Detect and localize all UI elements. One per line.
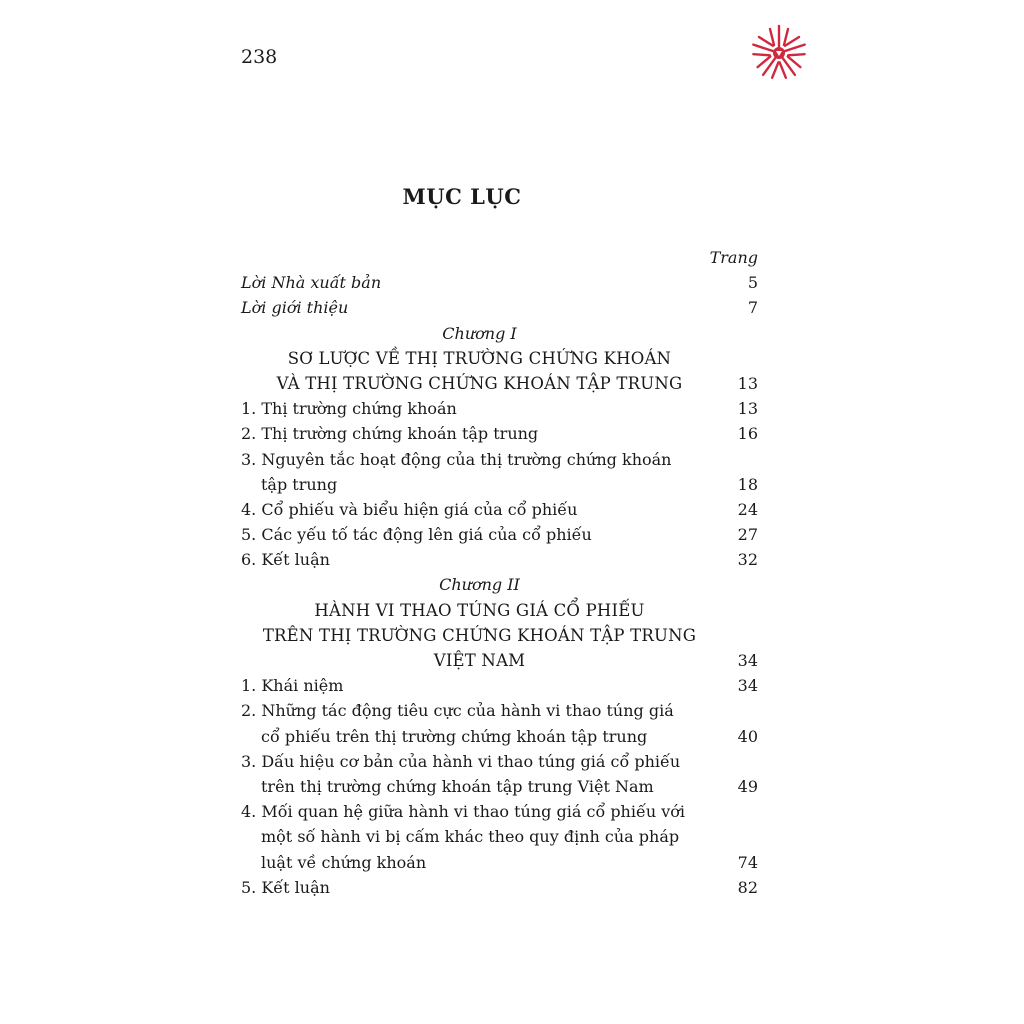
toc-entry	[241, 522, 758, 547]
toc-entry	[241, 421, 758, 446]
toc-entry-page: 34	[737, 676, 758, 696]
chapter-heading-line: VÀ THỊ TRƯỜNG CHỨNG KHOÁN TẬP TRUNG	[276, 373, 683, 393]
toc-entry-label: 3. Nguyên tắc hoạt động của thị trường chứng khoán	[241, 449, 672, 469]
page-title: MỤC LỤC	[402, 184, 522, 209]
chapter-heading-line: VIỆT NAM	[433, 651, 526, 670]
page-number: 238	[241, 46, 278, 68]
toc-entry-label: tập trung	[261, 474, 338, 494]
toc-entry	[241, 396, 758, 421]
toc-entry-page: 49	[737, 776, 758, 796]
toc-entry-label: 2. Thị trường chứng khoán tập trung	[241, 424, 539, 444]
toc-entry-label: Lời giới thiệu	[241, 298, 349, 318]
publisher-star-logo-icon	[748, 22, 810, 84]
toc-entry-continuation	[241, 472, 758, 497]
toc-entry-line	[241, 749, 758, 774]
toc-entry-page: 5	[747, 273, 758, 293]
chapter-heading-line: TRÊN THỊ TRƯỜNG CHỨNG KHOÁN TẬP TRUNG	[262, 625, 697, 645]
toc-entry-line	[241, 799, 758, 824]
toc-entry-label: 3. Dấu hiệu cơ bản của hành vi thao túng giá cổ phiếu	[241, 751, 681, 771]
toc-entry-label: 5. Kết luận	[241, 877, 330, 897]
toc-entry-label: một số hành vi bị cấm khác theo quy định của pháp	[261, 827, 680, 847]
chapter-heading-line: HÀNH VI THAO TÚNG GIÁ CỔ PHIẾU	[314, 600, 645, 620]
toc-entry-page: 24	[737, 499, 758, 519]
toc-entry-label: 4. Mối quan hệ giữa hành vi thao túng giá cổ phiếu với	[241, 802, 685, 822]
toc-entry-page: 74	[737, 852, 758, 872]
table-of-contents	[241, 245, 758, 900]
toc-entry-label: 1. Thị trường chứng khoán	[241, 399, 457, 419]
toc-entry-label: luật về chứng khoán	[261, 852, 427, 872]
toc-entry-introduction	[241, 295, 758, 320]
toc-entry	[241, 875, 758, 900]
toc-entry-page: 27	[737, 525, 758, 545]
toc-entry-page: 18	[737, 474, 758, 494]
toc-entry-label: 5. Các yếu tố tác động lên giá của cổ phiếu	[241, 525, 592, 545]
chapter-heading-last-line	[241, 371, 758, 396]
toc-entry-continuation	[241, 824, 758, 849]
toc-entry-label: trên thị trường chứng khoán tập trung Việt Nam	[261, 776, 654, 796]
chapter-heading-line: SƠ LƯỢC VỀ THỊ TRƯỜNG CHỨNG KHOÁN	[287, 348, 672, 368]
toc-entry-continuation	[241, 850, 758, 875]
toc-entry-line	[241, 447, 758, 472]
toc-entry-page: 13	[737, 399, 758, 419]
toc-entry	[241, 547, 758, 572]
toc-entry-line	[241, 698, 758, 723]
toc-entry-label: Lời Nhà xuất bản	[241, 273, 382, 293]
toc-entry-publisher-note	[241, 270, 758, 295]
toc-entry-page: 32	[737, 550, 758, 570]
toc-entry-label: 2. Những tác động tiêu cực của hành vi thao túng giá	[241, 701, 674, 721]
toc-entry-page: 40	[737, 726, 758, 746]
chapter-label: Chương II	[439, 575, 520, 595]
toc-entry-page: 82	[737, 877, 758, 897]
toc-entry-continuation	[241, 724, 758, 749]
toc-entry	[241, 673, 758, 698]
toc-entry-page: 16	[737, 424, 758, 444]
toc-entry-page: 13	[737, 373, 758, 393]
toc-entry-page: 7	[747, 298, 758, 318]
chapter-heading-last-line	[241, 648, 758, 673]
toc-column-header	[241, 245, 758, 270]
toc-entry-continuation	[241, 774, 758, 799]
toc-entry-label: cổ phiếu trên thị trường chứng khoán tập trung	[261, 726, 648, 746]
toc-entry-page: 34	[737, 651, 758, 670]
toc-entry-label: 4. Cổ phiếu và biểu hiện giá của cổ phiếu	[241, 499, 578, 519]
toc-entry	[241, 497, 758, 522]
page-column-label: Trang	[709, 248, 758, 267]
toc-entry-label: 6. Kết luận	[241, 550, 330, 570]
toc-entry-label: 1. Khái niệm	[241, 676, 344, 696]
chapter-label: Chương I	[442, 323, 517, 343]
